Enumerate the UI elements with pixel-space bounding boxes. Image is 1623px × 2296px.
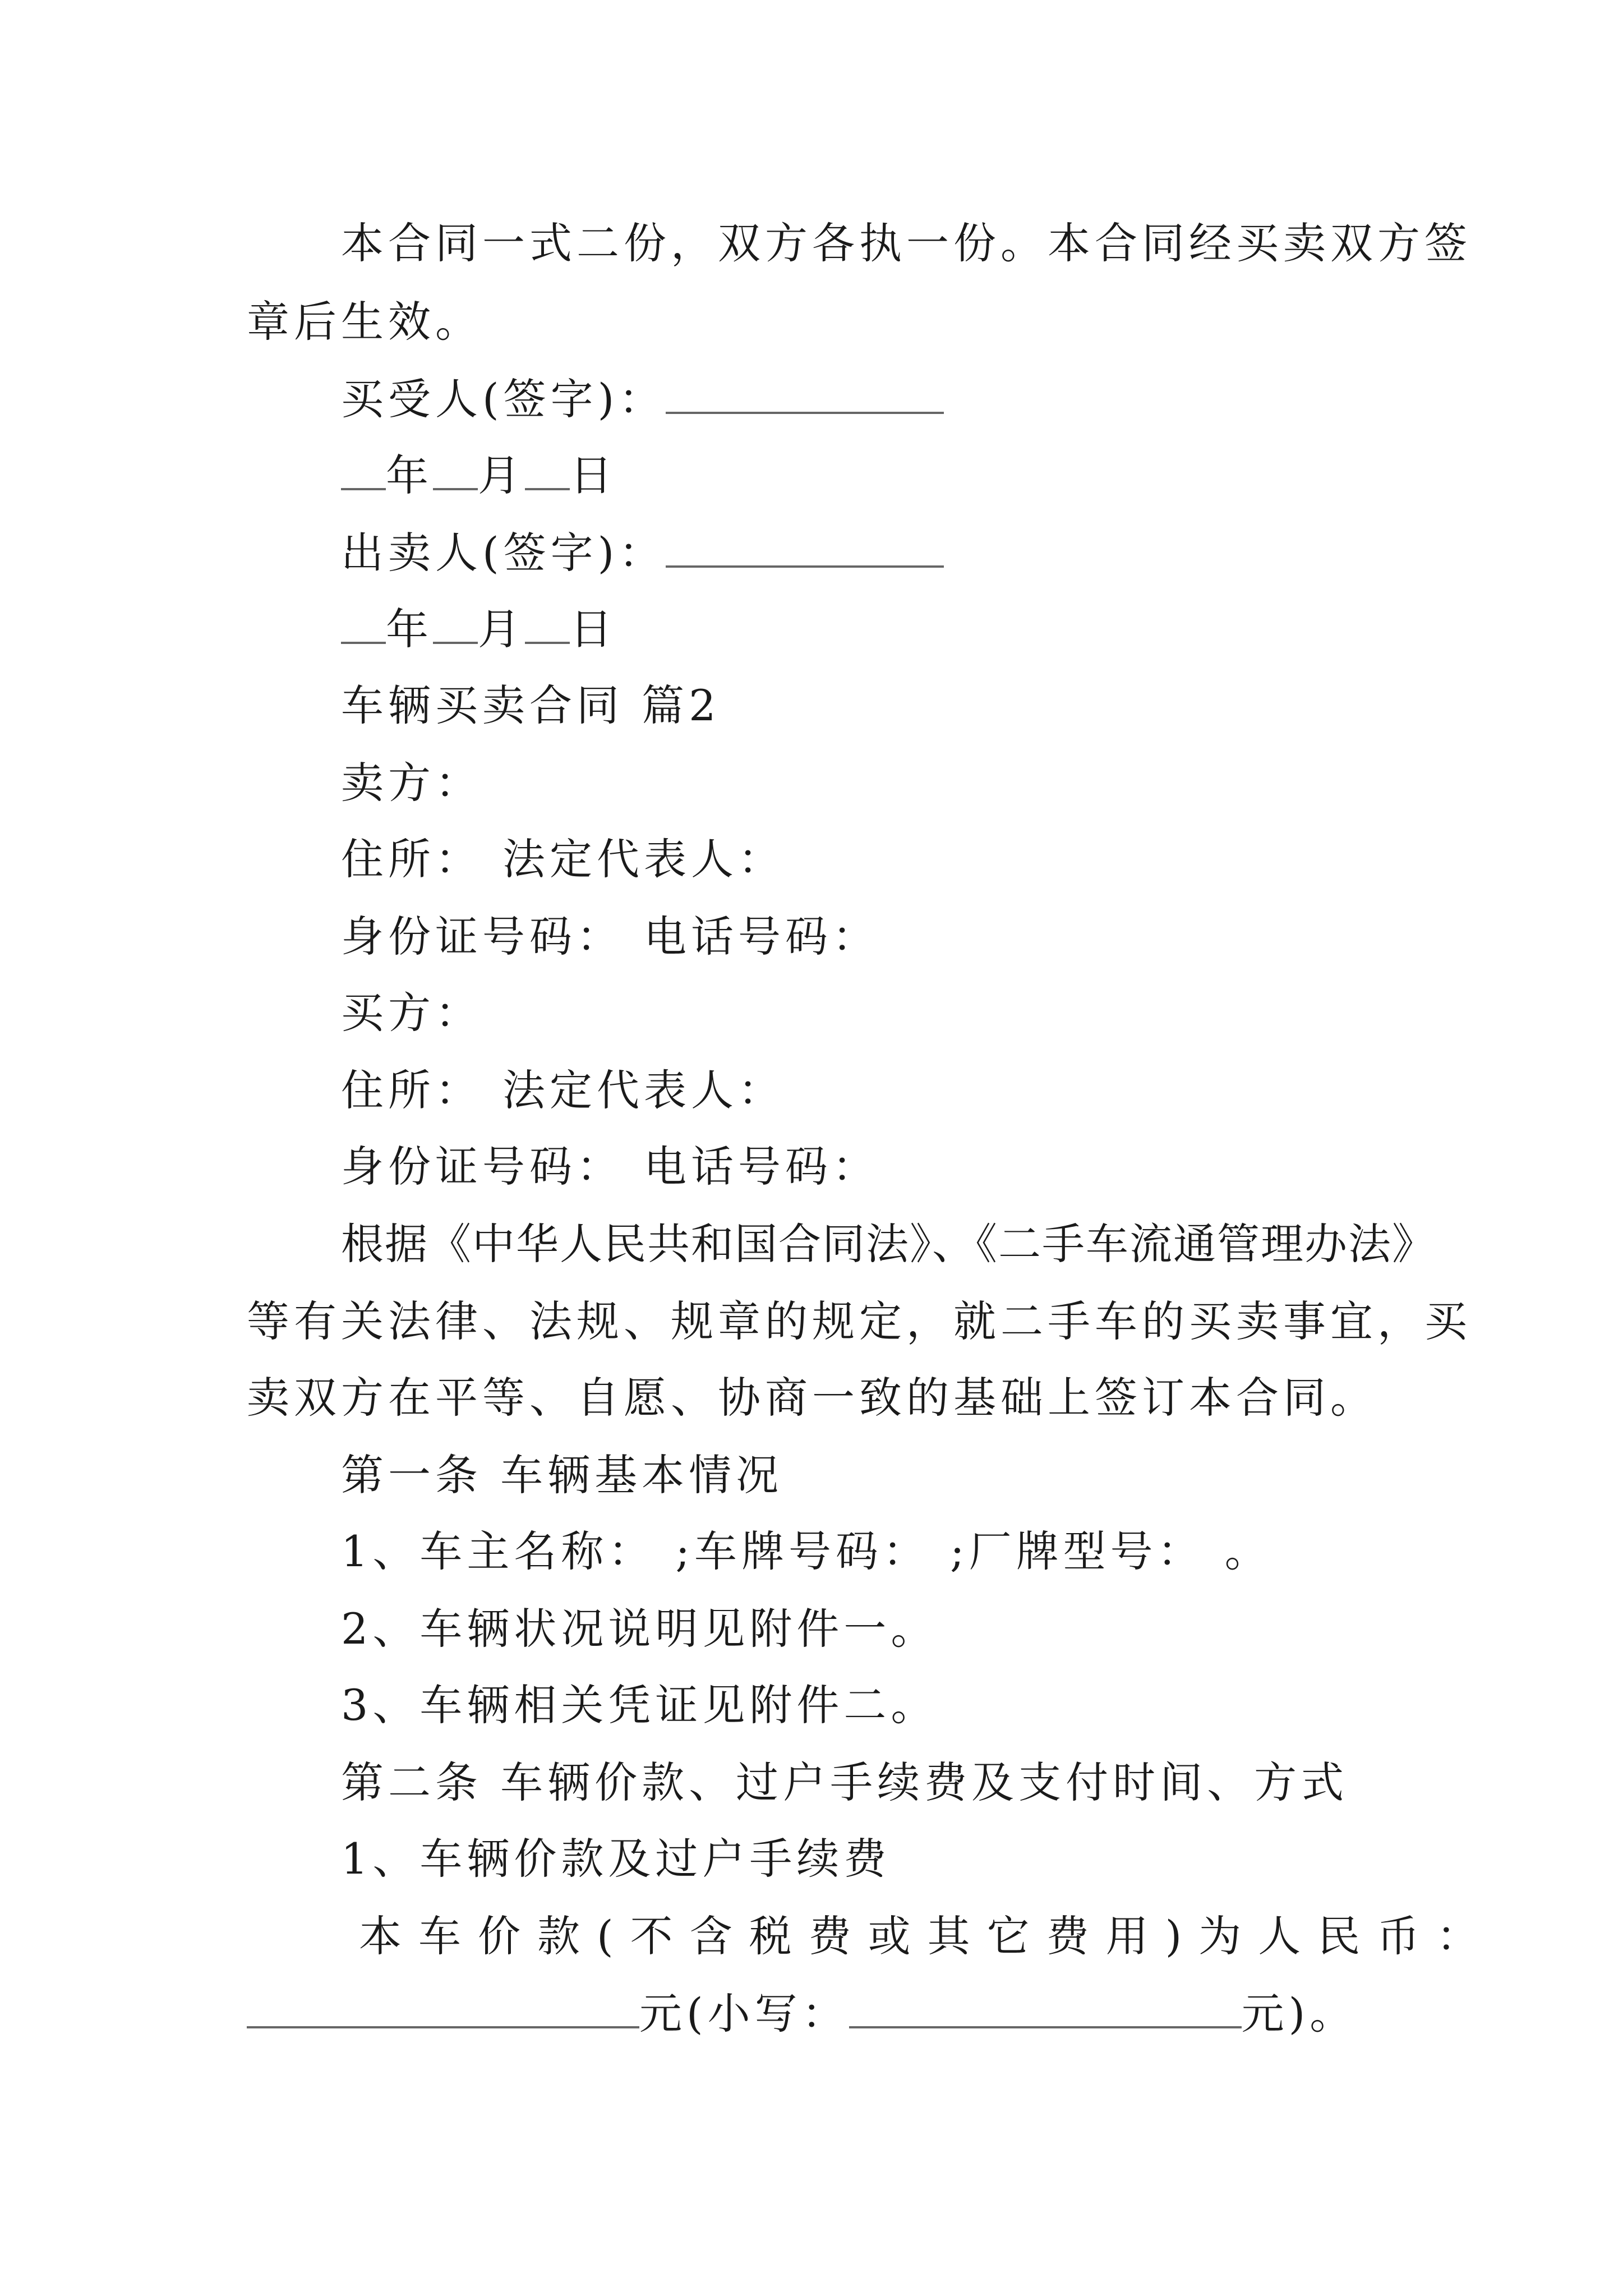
- legal-rep-label: 法定代表人：: [502, 1065, 785, 1115]
- buyer-id-line: [341, 1142, 1519, 1191]
- buyer-signature-line: [341, 374, 1519, 424]
- paragraph-copies-line1: 本合同一式二份，双方各执一份。本合同经买卖双方签: [341, 218, 1472, 268]
- day-label: 日: [570, 450, 617, 500]
- seller-address-line: [341, 834, 1519, 884]
- month-blank: [433, 453, 478, 490]
- article1-item1: [341, 1526, 1519, 1576]
- year-label: 年: [386, 450, 433, 500]
- day-blank: [525, 607, 570, 644]
- buyer-date-line: [341, 450, 1519, 500]
- paragraph-copies-line2: 章后生效。: [247, 297, 482, 347]
- buyer-label: 买方：: [341, 988, 482, 1038]
- month-label: 月: [478, 604, 525, 654]
- id-label: 身份证号码：: [341, 912, 624, 961]
- price-lowercase-blank: [849, 1991, 1242, 2028]
- buyer-address-line: [341, 1065, 1519, 1115]
- seller-signature-blank: [666, 531, 944, 568]
- article2-item1: 1、车辆价款及过户手续费: [341, 1834, 891, 1884]
- seller-signature-line: [341, 528, 1519, 578]
- price-line2: [247, 1989, 1391, 2039]
- id-label: 身份证号码：: [341, 1142, 624, 1191]
- article2-title: 第二条 车辆价款、过户手续费及支付时间、方式: [341, 1757, 1349, 1807]
- buyer-signature-blank: [666, 377, 944, 414]
- brand-model-label: ;厂牌型号：: [949, 1526, 1205, 1576]
- plate-number-label: ;车牌号码：: [675, 1526, 930, 1576]
- article1-item3: 3、车辆相关凭证见附件二。: [341, 1680, 938, 1730]
- address-label: 住所：: [341, 1065, 482, 1115]
- price-yuan-label: 元(小写：: [639, 1989, 849, 2039]
- month-label: 月: [478, 450, 525, 500]
- price-end-label: 元)。: [1241, 1989, 1357, 2039]
- section-title: 车辆买卖合同 篇2: [341, 680, 721, 730]
- day-label: 日: [570, 604, 617, 654]
- basis-line1: 根据《中华人民共和国合同法》、《二手车流通管理办法》: [341, 1219, 1436, 1269]
- seller-date-line: [341, 604, 1519, 654]
- year-blank: [341, 607, 386, 644]
- buyer-signature-label: 买受人(签字)：: [341, 374, 666, 424]
- seller-signature-label: 出卖人(签字)：: [341, 528, 666, 578]
- basis-line3: 卖双方在平等、自愿、协商一致的基础上签订本合同。: [247, 1373, 1377, 1423]
- price-uppercase-blank: [247, 1991, 639, 2028]
- seller-label: 卖方：: [341, 758, 482, 808]
- price-line1: 本车价款(不含税费或其它费用)为人民币：: [359, 1911, 1496, 1961]
- article1-item2: 2、车辆状况说明见附件一。: [341, 1604, 938, 1654]
- address-label: 住所：: [341, 834, 482, 884]
- phone-label: 电话号码：: [644, 1142, 879, 1191]
- month-blank: [433, 607, 478, 644]
- owner-name-label: 1、车主名称：: [341, 1526, 656, 1576]
- legal-rep-label: 法定代表人：: [502, 834, 785, 884]
- item1-end: 。: [1224, 1526, 1272, 1576]
- phone-label: 电话号码：: [644, 912, 879, 961]
- day-blank: [525, 453, 570, 490]
- year-blank: [341, 453, 386, 490]
- year-label: 年: [386, 604, 433, 654]
- article1-title: 第一条 车辆基本情况: [341, 1450, 783, 1500]
- basis-line2: 等有关法律、法规、规章的规定，就二手车的买卖事宜，买: [247, 1296, 1472, 1346]
- seller-id-line: [341, 912, 1519, 961]
